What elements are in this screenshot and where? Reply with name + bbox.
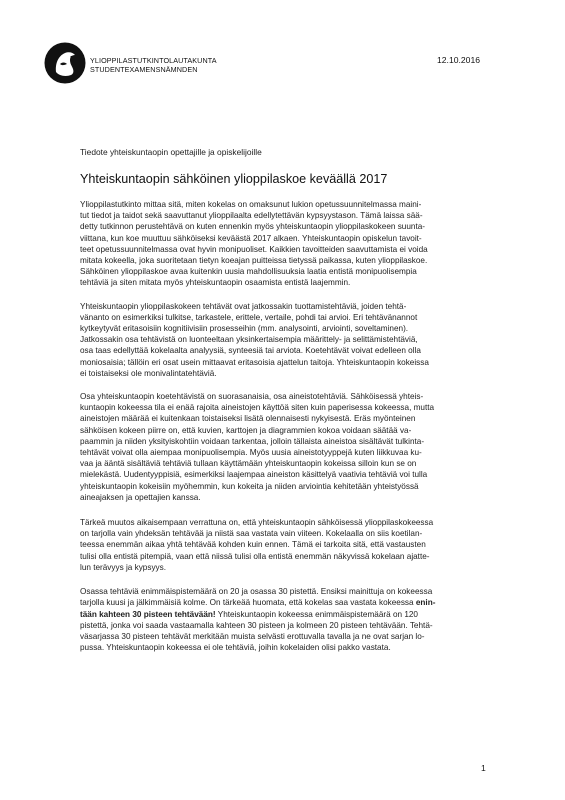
document-body [80, 199, 505, 666]
points-emphasis: enin- tään kahteen 30 pisteen tehtävään! [80, 598, 436, 619]
organization-name [90, 57, 217, 74]
document-subtitle: Tiedote yhteiskuntaopin opettajille ja opiskelijoille [80, 147, 262, 157]
body-paragraph: Ylioppilastutkinto mittaa sitä, miten kokelas on omaksunut lukion opetussuunnitelmassa maini- tut tiedot ja taidot sekä saavuttanut ylioppilaalta edellytettävän kypsyystason. Tämä laissa sää- detty tutkinnon perustehtävä on kuten ennenkin myös yhteiskuntaopin ylioppilaskokeen suunta- viittana, kun koe muuttuu sähköiseksi keväästä 2017 alkaen. Yhteiskuntaopin opiskelun tavoit- teet opetussuunnitelmassa ovat hyvin monipuoliset. Kaikkien tavoitteiden saavuttamista ei voida mitata kokeella, joka suoritetaan tietyn koeajan puitteissa tietyssä paikassa, kuten ylioppilaskoe. Sähköinen ylioppilaskoe avaa kuitenkin uusia mahdollisuuksia laatia entistä monipuolisempia tehtäviä ja siten mitata myös yhteiskuntaopin osaamista entistä laajemmin. [80, 200, 428, 288]
organization-name-finnish: YLIOPPILASTUTKINTOLAUTAKUNTA [90, 56, 217, 65]
document-title: Yhteiskuntaopin sähköinen ylioppilaskoe keväällä 2017 [80, 172, 388, 186]
points-text-start: Osassa tehtäviä enimmäispistemäärä on 20 ja osassa 30 pistettä. Ensiksi mainittuja on kokeessa tarjolla kuusi ja jälkimmäisiä kolme. On tärkeää huomata, että kokelas saa vastata kokeessa [80, 587, 433, 608]
points-text-end: Yhteiskuntaopin kokeessa enimmäispistemäärä on 120 pistettä, jonka voi saada vastaamalla kahteen 30 pisteen ja kolmeen 20 pisteen tehtävään. Tehtä- väsarjassa 30 pisteen tehtävät merkitään muista selvästi erottuvalla tavalla ja ne ovat sarjan lo- pussa. Yhteiskuntaopin kokeessa ei ole tehtäviä, joihin kokelaiden olisi pakko vastata. [80, 609, 433, 653]
body-paragraph: Yhteiskuntaopin ylioppilaskokeen tehtävät ovat jatkossakin tuottamistehtäviä, joiden tehtä- vänanto on esimerkiksi tulkitse, tarkastele, erittele, vertaile, pohdi tai arvioi. Eri tehtävänannot kytkeytyvät eritasoisiin kognitiivisiin prosesseihin (mm. analysointi, arviointi, soveltaminen). Jatkossakin osa tehtävistä on luonteeltaan yksinkertaisempia määrittely- ja selittämistehtäviä, osa taas edellyttää kokelaalta analyysiä, synteesiä tai arviota. Koetehtävät voivat edelleen olla moniosaisia; tällöin eri osat usein mittaavat eritasoisia ajattelun taitoja. Yhteiskuntaopin kokeissa ei toistaiseksi ole monivalintatehtäviä. [80, 301, 429, 378]
organization-name-swedish: STUDENTEXAMENSNÄMNDEN [90, 64, 198, 74]
body-paragraph-points [80, 586, 505, 653]
document-date: 12.10.2016 [437, 55, 481, 65]
body-paragraph: Osa yhteiskuntaopin koetehtävistä on suorasanaisia, osa aineistotehtäviä. Sähköisessä yhteis- kuntaopin kokeessa tila ei enää rajoita aineistojen käyttöä siten kuin paperisessa kokeessa, mutta aineistojen määrää ei kuitenkaan toistaiseksi lisätä olennaisesti nykyisestä. Eräs myönteinen sähköisen kokeen piirre on, että kuvien, karttojen ja diagrammien kokoa voidaan säätää va- paammin ja niiden yksityiskohtiin voidaan tarkentaa, jolloin tällaista aineistoa sisältävät tulkinta- tehtävät voivat olla aiempaa monipuolisempia. Myös uusia aineistotyyppejä kuten liikkuvaa ku- vaa ja ääntä sisältäviä tehtäviä tullaan käyttämään yhteiskuntaopin kokeissa silloin kun se on mielekästä. Uudentyyppisiä, esimerkiksi laajempaa aineiston käsittelyä vaativia tehtäviä voi tulla yhteiskuntaopin kokeisiin myöhemmin, kun kokeita ja niiden arviointia kehitetään yhteistyössä aineajaksen ja opettajien kanssa. [80, 392, 435, 502]
owl-logo-icon [44, 42, 86, 84]
page-number: 1 [481, 763, 486, 773]
body-paragraph: Tärkeä muutos aikaisempaan verrattuna on, että yhteiskuntaopin sähköisessä ylioppilaskokeessa on tarjolla vain yhdeksän tehtävää ja niistä saa vastata vain viiteen. Kokelaalla on siis koetilan- teessa enemmän aikaa yhtä tehtävää kohden kuin ennen. Tämä ei tarkoita sitä, että vastausten tulisi olla entistä pitempiä, vaan että niissä tulisi olla entistä enemmän näkyvissä kokelaan ajatte- lun terävyys ja kypsyys. [80, 518, 434, 572]
